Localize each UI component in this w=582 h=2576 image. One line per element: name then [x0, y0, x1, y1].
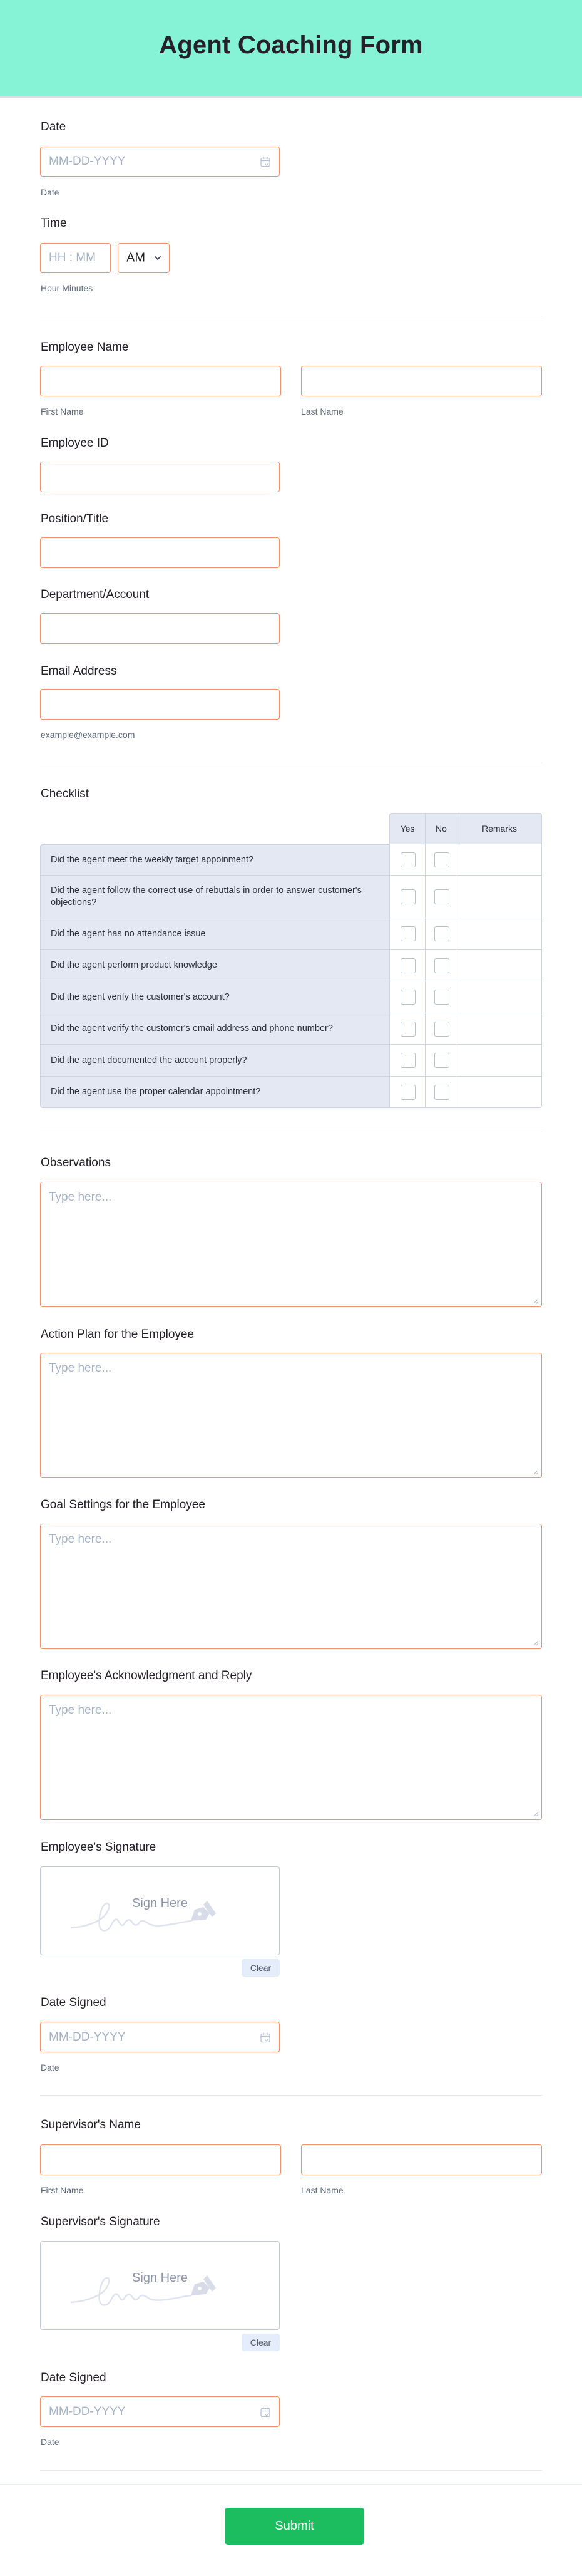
no-checkbox[interactable]: [434, 1085, 449, 1100]
time-label: Time: [41, 217, 67, 230]
goal-settings-placeholder: Type here...: [49, 1533, 112, 1546]
email-input[interactable]: [40, 689, 280, 720]
employee-first-name-sublabel: First Name: [41, 406, 84, 416]
employee-id-input[interactable]: [40, 462, 280, 492]
sign-here-text: Sign Here: [132, 1896, 188, 1910]
no-checkbox[interactable]: [434, 1053, 449, 1068]
date-placeholder: MM-DD-YYYY: [49, 155, 126, 168]
ampm-value: AM: [126, 251, 145, 265]
resize-grip-icon[interactable]: [533, 1298, 539, 1304]
observations-textarea[interactable]: [40, 1182, 542, 1307]
no-checkbox[interactable]: [434, 926, 449, 941]
sign-here-text: Sign Here: [132, 2271, 188, 2285]
no-checkbox[interactable]: [434, 958, 449, 973]
time-placeholder: HH : MM: [49, 251, 96, 264]
remarks-input[interactable]: [457, 981, 542, 1013]
supervisor-first-name-sublabel: First Name: [41, 2185, 84, 2195]
yes-checkbox[interactable]: [401, 1085, 416, 1100]
action-plan-label: Action Plan for the Employee: [41, 1328, 195, 1341]
employee-name-label: Employee Name: [41, 341, 129, 354]
acknowledgment-label: Employee's Acknowledgment and Reply: [41, 1669, 252, 1682]
calendar-icon[interactable]: [260, 2032, 270, 2042]
yes-cell: [389, 1045, 426, 1077]
time-input[interactable]: [40, 243, 111, 273]
department-label: Department/Account: [41, 588, 150, 601]
checklist-question: Did the agent follow the correct use of rebuttals in order to answer customer's objections?: [40, 876, 389, 918]
action-plan-placeholder: Type here...: [49, 1362, 112, 1375]
submit-button[interactable]: Submit: [225, 2508, 364, 2545]
yes-cell: [389, 844, 426, 876]
checklist-question: Did the agent meet the weekly target appoinment?: [40, 844, 389, 876]
yes-checkbox[interactable]: [401, 926, 416, 941]
section-divider: [40, 2095, 542, 2096]
remarks-input[interactable]: [457, 1077, 542, 1108]
date-sublabel: Date: [41, 187, 59, 197]
employee-date-signed-input[interactable]: [40, 2022, 280, 2052]
employee-signature-pad[interactable]: [40, 1866, 280, 1955]
remarks-input[interactable]: [457, 1013, 542, 1045]
email-sublabel: example@example.com: [41, 730, 135, 740]
supervisor-date-signed-input[interactable]: [40, 2396, 280, 2427]
column-header-remarks: Remarks: [457, 813, 542, 844]
checklist-question: Did the agent verify the customer's email address and phone number?: [40, 1013, 389, 1045]
no-checkbox[interactable]: [434, 1022, 449, 1037]
supervisor-date-signed-label: Date Signed: [41, 2371, 106, 2384]
no-cell: [425, 1013, 457, 1045]
checklist-question: Did the agent documented the account properly?: [40, 1045, 389, 1077]
remarks-input[interactable]: [457, 1045, 542, 1077]
time-sublabel: Hour Minutes: [41, 283, 93, 293]
yes-checkbox[interactable]: [401, 1053, 416, 1068]
form-header: [0, 0, 582, 98]
remarks-input[interactable]: [457, 876, 542, 918]
resize-grip-icon[interactable]: [533, 1811, 539, 1817]
supervisor-date-signed-sublabel: Date: [41, 2437, 59, 2447]
supervisor-date-signed-placeholder: MM-DD-YYYY: [49, 2404, 126, 2418]
supervisor-signature-pad[interactable]: [40, 2241, 280, 2330]
yes-cell: [389, 1013, 426, 1045]
calendar-icon[interactable]: [260, 2406, 270, 2417]
checklist-question: Did the agent perform product knowledge: [40, 950, 389, 981]
position-input[interactable]: [40, 537, 280, 568]
employee-signature-clear-button[interactable]: Clear: [242, 1959, 280, 1977]
footer-divider: [0, 2484, 582, 2485]
no-cell: [425, 876, 457, 918]
employee-date-signed-placeholder: MM-DD-YYYY: [49, 2030, 126, 2044]
remarks-input[interactable]: [457, 950, 542, 981]
yes-cell: [389, 1077, 426, 1108]
action-plan-textarea[interactable]: [40, 1353, 542, 1478]
ampm-select[interactable]: [118, 243, 170, 273]
supervisor-last-name-input[interactable]: [301, 2144, 542, 2175]
chevron-down-icon: [154, 256, 161, 261]
remarks-input[interactable]: [457, 844, 542, 876]
checklist-question: Did the agent has no attendance issue: [40, 918, 389, 950]
supervisor-name-label: Supervisor's Name: [41, 2118, 141, 2131]
no-cell: [425, 918, 457, 950]
column-header-yes: Yes: [389, 813, 426, 844]
column-header-no: No: [425, 813, 457, 844]
remarks-input[interactable]: [457, 918, 542, 950]
observations-label: Observations: [41, 1156, 111, 1169]
no-checkbox[interactable]: [434, 889, 449, 904]
no-cell: [425, 1077, 457, 1108]
resize-grip-icon[interactable]: [533, 1469, 539, 1475]
email-label: Email Address: [41, 665, 117, 678]
yes-checkbox[interactable]: [401, 990, 416, 1005]
date-label: Date: [41, 120, 66, 133]
yes-checkbox[interactable]: [401, 889, 416, 904]
position-label: Position/Title: [41, 512, 109, 525]
no-cell: [425, 844, 457, 876]
yes-cell: [389, 981, 426, 1013]
calendar-icon[interactable]: [260, 157, 270, 167]
resize-grip-icon[interactable]: [533, 1640, 539, 1646]
employee-date-signed-label: Date Signed: [41, 1996, 106, 2009]
yes-checkbox[interactable]: [401, 1022, 416, 1037]
employee-date-signed-sublabel: Date: [41, 2062, 59, 2072]
no-cell: [425, 950, 457, 981]
supervisor-first-name-input[interactable]: [40, 2144, 281, 2175]
yes-cell: [389, 918, 426, 950]
supervisor-signature-label: Supervisor's Signature: [41, 2215, 160, 2228]
yes-checkbox[interactable]: [401, 852, 416, 867]
no-cell: [425, 981, 457, 1013]
no-cell: [425, 1045, 457, 1077]
date-input[interactable]: [40, 147, 280, 177]
department-input[interactable]: [40, 613, 280, 644]
observations-placeholder: Type here...: [49, 1191, 112, 1204]
employee-last-name-input[interactable]: [301, 366, 542, 396]
supervisor-signature-clear-button[interactable]: Clear: [242, 2334, 280, 2351]
no-checkbox[interactable]: [434, 990, 449, 1005]
checklist-question: Did the agent verify the customer's account?: [40, 981, 389, 1013]
acknowledgment-textarea[interactable]: [40, 1695, 542, 1820]
form-title: Agent Coaching Form: [159, 31, 423, 59]
employee-signature-label: Employee's Signature: [41, 1841, 156, 1854]
supervisor-last-name-sublabel: Last Name: [301, 2185, 344, 2195]
yes-cell: [389, 950, 426, 981]
yes-checkbox[interactable]: [401, 958, 416, 973]
goal-settings-textarea[interactable]: [40, 1524, 542, 1649]
employee-last-name-sublabel: Last Name: [301, 406, 344, 416]
employee-id-label: Employee ID: [41, 437, 109, 450]
checklist-question: Did the agent use the proper calendar appointment?: [40, 1077, 389, 1108]
no-checkbox[interactable]: [434, 852, 449, 867]
employee-first-name-input[interactable]: [40, 366, 281, 396]
yes-cell: [389, 876, 426, 918]
acknowledgment-placeholder: Type here...: [49, 1704, 112, 1717]
section-divider: [40, 2470, 542, 2471]
checklist-label: Checklist: [41, 787, 89, 800]
goal-settings-label: Goal Settings for the Employee: [41, 1498, 205, 1511]
